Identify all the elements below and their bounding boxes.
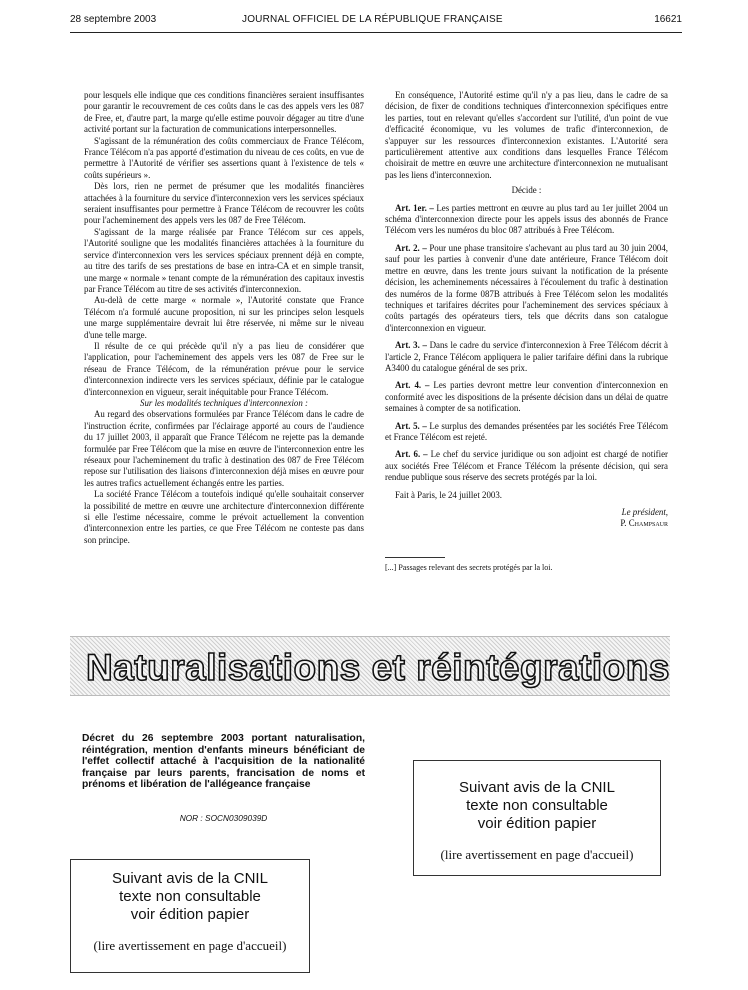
cnil-line: Suivant avis de la CNIL [459, 779, 615, 796]
cnil-line: voir édition papier [130, 906, 250, 923]
article-label: Art. 5. – [395, 420, 427, 431]
article-text: Le chef du service juridique ou son adjoint est chargé de notifier aux sociétés Free Télécom et France Télécom la présente décision, qui sera rendue publique sous réserve des secrets protégés par la loi. [385, 449, 668, 483]
section-heading: Sur les modalités techniques d'interconnexion : [140, 397, 308, 408]
article-label: Art. 6. – [395, 449, 428, 460]
footnote-rule [385, 557, 445, 558]
cnil-notice-box [413, 760, 661, 876]
article [385, 421, 668, 444]
cnil-line: Suivant avis de la CNIL [112, 870, 268, 887]
footnote: [...] Passages relevant des secrets protégés par la loi. [385, 563, 553, 572]
cnil-notice-box [70, 859, 310, 973]
article-label: Art. 2. – [395, 242, 427, 253]
article-text: Les parties devront mettre leur convention d'interconnexion en conformité avec les dispositions de la présente décision dans un délai de quatre semaines à compter de sa notification. [385, 380, 668, 414]
decree-title: Décret du 26 septembre 2003 portant naturalisation, réintégration, mention d'enfants mineurs bénéficiant de l'effet collectif attaché à l'acquisition de la nationalité française par leurs parents, francisation de noms et prénoms et libération de l'allégeance française [82, 733, 365, 791]
left-column [84, 90, 364, 546]
article [385, 340, 668, 374]
article-label: Art. 4. – [395, 380, 430, 391]
article [385, 380, 668, 414]
signatory-title: Le président, [621, 507, 668, 517]
cnil-line: texte non consultable [119, 888, 261, 905]
paragraph: S'agissant de la marge réalisée par France Télécom sur ces appels, l'Autorité souligne que les modalités financières attachées à la fourniture du service d'interconnexion vers les services spéciaux prennent déjà en compte, au titre des tarifs de ses prestations de base en intra-CA et en simple transit, une marge « normale » tenant compte de la rémunération des capitaux investis par France Télécom au titre de ses activités d'interconnexion. [84, 226, 364, 294]
article [385, 203, 668, 237]
cnil-note: (lire avertissement en page d'accueil) [93, 938, 287, 953]
paragraph: pour lesquels elle indique que ces conditions financières seraient insuffisantes pour garantir le recouvrement de ces coûts dans le cas des appels vers les 087 de Free, et, d'autre part, la marge qu'elle estime pouvoir dégager au titre d'une activité portant sur la facturation de communications interpersonnelles. [84, 90, 364, 135]
page-number: 16621 [654, 14, 682, 25]
journal-title: JOURNAL OFFICIEL DE LA RÉPUBLIQUE FRANÇAISE [242, 14, 503, 25]
nor-reference: NOR : SOCN0309039D [179, 813, 268, 823]
section-banner [70, 636, 670, 696]
right-column [385, 90, 668, 530]
paragraph: La société France Télécom a toutefois indiqué qu'elle souhaitait conserver la possibilité de mettre en œuvre une architecture d'interconnexion différente si elle l'estime nécessaire, comme le prévoit actuellement la convention d'interconnexion entre les parties, ce que Free Télécom ne conteste pas dans son principe. [84, 489, 364, 545]
article [385, 449, 668, 483]
issue-date: 28 septembre 2003 [70, 14, 157, 25]
cnil-line: voir édition papier [477, 815, 597, 832]
article-text: Pour une phase transitoire s'achevant au plus tard au 30 juin 2004, sauf pour les parties à convenir d'une date antérieure, France Télécom doit mettre en œuvre, dans les trente jours suivant la notification de la présente décision, les acheminements nécessaires à l'écoulement du trafic à destination des numéros de la forme 087B attribués à Free Télécom selon les modalités techniques et tarifaires décrites pour l'acheminement des services spéciaux à coûts partagés des opérateurs tiers, tels que décrits dans son catalogue d'interconnexion en vigueur. [385, 242, 668, 333]
paragraph: S'agissant de la rémunération des coûts commerciaux de France Télécom, France Télécom n'a pas apporté d'estimation du niveau de ces coûts, en vue de permettre à l'Autorité de vérifier ses assertions quant à l'existence de tels « coûts supérieurs ». [84, 135, 364, 180]
article-text: Dans le cadre du service d'interconnexion à Free Télécom décrit à l'article 2, France Télécom appliquera le palier tarifaire défini dans la rubrique A3400 du catalogue général de ses prix. [385, 340, 668, 373]
signatory-name: P. Champsaur [620, 518, 668, 529]
place-date: Fait à Paris, le 24 juillet 2003. [395, 489, 502, 500]
paragraph: Il résulte de ce qui précède qu'il n'y a pas lieu de considérer que l'application, pour l'acheminement des appels vers les 087 de Free sur le réseau de France Télécom, de la rémunération prévue pour le service d'interconnexion indirecte vers les services spéciaux, définie par le catalogue d'interconnexion en vigueur, serait inéquitable pour France Télécom. [84, 340, 364, 397]
article [385, 243, 668, 334]
running-header [70, 12, 682, 30]
decide-heading: Décide : [511, 185, 542, 196]
article-label: Art. 3. – [395, 340, 427, 351]
paragraph: En conséquence, l'Autorité estime qu'il n'y a pas lieu, dans le cadre de sa décision, de fixer de conditions techniques d'interconnexion spécifiques entre les parties, tout en relevant qu'elles s'accordent sur l'utilité, d'un point de vue d'efficacité économique, vu les volumes de trafic d'interconnexion, de s'appuyer sur les ressources d'interconnexion existantes. L'Autorité sera particulièrement attentive aux conditions dans lesquelles France Télécom choisirait de mettre en œuvre une architecture d'interconnexion ne mutualisant pas les liens d'interconnexion. [385, 90, 668, 180]
header-rule [70, 32, 682, 33]
banner-title: Naturalisations et réintégrations [86, 647, 670, 688]
cnil-line: texte non consultable [466, 797, 608, 814]
cnil-note: (lire avertissement en page d'accueil) [440, 847, 634, 862]
article-text: Le surplus des demandes présentées par les sociétés Free Télécom et France Télécom est rejeté. [385, 420, 669, 442]
paragraph: Au regard des observations formulées par France Télécom dans le cadre de l'instruction écrite, confirmées par l'éclairage apporté au cours de l'audience du 17 juillet 2003, il apparaît que France Télécom ne rejette pas la demande formulée par Free Télécom que la mise en œuvre de l'interconnexion entre les réseaux pour l'acheminement du trafic à destination des 087 de Free Télécom repose sur l'utilisation des liaisons d'interconnexion déjà mises en œuvre pour les autres trafics actuellement échangés entre les parties. [84, 409, 364, 488]
article-text: Les parties mettront en œuvre au plus tard au 1er juillet 2004 un schéma d'interconnexion directe pour les appels issus des abonnés de France Télécom vers les numéros du bloc 087 attribués à Free Télécom. [385, 202, 668, 236]
article-label: Art. 1er. – [395, 202, 434, 213]
paragraph: Au-delà de cette marge « normale », l'Autorité constate que France Télécom n'a formulé aucune proposition, ni sur les principes selon lesquels une marge supplémentaire devrait lui être réservée, ni même sur le niveau d'une telle marge. [84, 295, 364, 340]
paragraph: Dès lors, rien ne permet de présumer que les modalités financières attachées à la fourniture du service d'interconnexion vers les services spéciaux seraient insuffisantes pour permettre à France Télécom de recouvrer les coûts pour l'acheminement des appels vers les 087 de Free Télécom. [84, 181, 364, 226]
